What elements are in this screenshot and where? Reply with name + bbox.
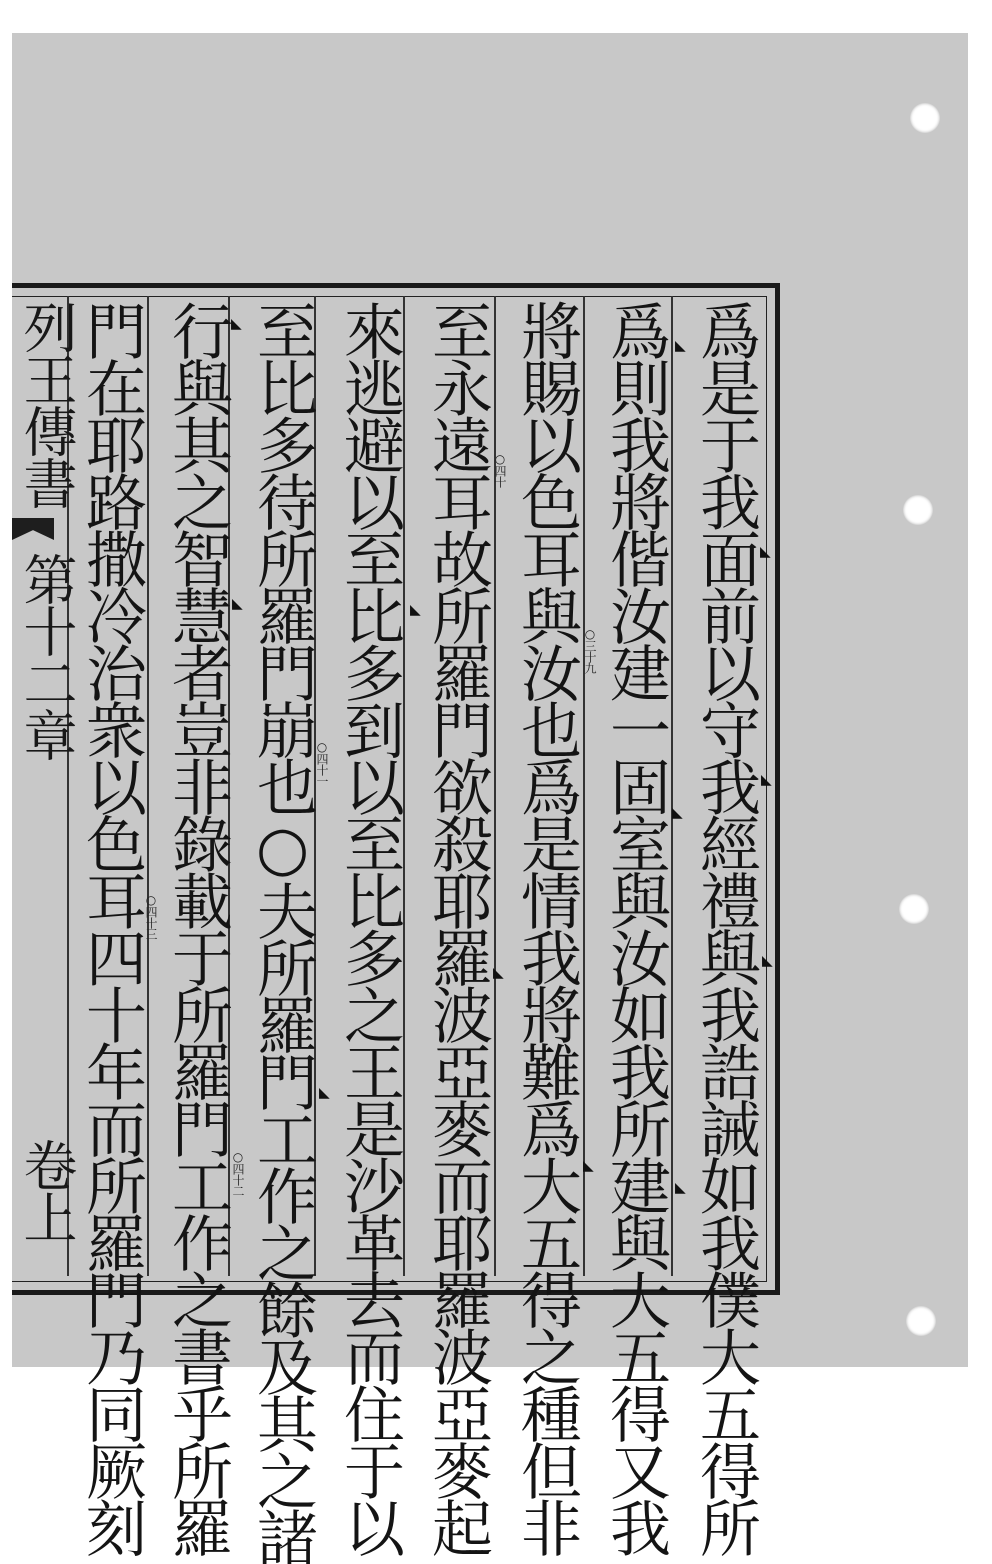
verse-number: ○三十九 bbox=[583, 627, 597, 673]
punctuation-marker: ◣ bbox=[583, 1158, 594, 1174]
punch-hole-4 bbox=[906, 1306, 936, 1336]
text-column-4: 至永遠耳故所羅門欲殺耶羅波亞麥而耶羅波亞麥起 bbox=[422, 300, 493, 1554]
verse-number: ○四十一 bbox=[315, 740, 329, 786]
verse-number: ○四十三 bbox=[144, 893, 158, 939]
text-column-3: 將賜以色耳與汝也爲是情我將難爲大五得之種但非 bbox=[511, 300, 582, 1554]
column-rule bbox=[583, 296, 585, 1276]
punctuation-marker: ◣ bbox=[672, 805, 683, 821]
chapter-label: 第十二章 bbox=[15, 552, 78, 760]
punctuation-marker: ◣ bbox=[675, 338, 686, 354]
punch-hole-3 bbox=[899, 894, 929, 924]
text-column-6: 至比多待所羅門崩也○夫所羅門工作之餘及其之諸 bbox=[247, 300, 318, 1564]
punctuation-marker: ◣ bbox=[762, 953, 773, 969]
book-title: 列王傳書 bbox=[15, 300, 78, 508]
column-rule bbox=[147, 296, 149, 1276]
volume-label: 卷上 bbox=[15, 1138, 78, 1242]
punch-hole-1 bbox=[910, 103, 940, 133]
punctuation-marker: ◣ bbox=[410, 602, 421, 618]
column-rule bbox=[671, 296, 673, 1276]
text-column-5: 來逃避以至比多到以至比多之王是沙革去而住于以 bbox=[334, 300, 405, 1554]
verse-number: ○四十 bbox=[493, 452, 507, 487]
text-column-8: 門在耶路撒冷治衆以色耳四十年而所羅門乃同厥刻 bbox=[76, 300, 147, 1554]
punctuation-marker: ◣ bbox=[761, 772, 772, 788]
punctuation-marker: ◣ bbox=[232, 596, 243, 612]
text-column-1: 爲是于我面前以守我經禮與我誥誡如我僕大五得所 bbox=[690, 300, 761, 1554]
punctuation-marker: ◣ bbox=[493, 965, 504, 981]
punctuation-marker: ◣ bbox=[319, 1085, 330, 1101]
punctuation-marker: ◣ bbox=[231, 316, 242, 332]
punctuation-marker: ◣ bbox=[675, 1180, 686, 1196]
punctuation-marker: ◣ bbox=[760, 544, 771, 560]
column-rule bbox=[494, 296, 496, 1276]
text-column-7: 行與其之智慧者豈非錄載于所羅門工作之書乎所羅 bbox=[162, 300, 233, 1554]
punch-hole-2 bbox=[903, 495, 933, 525]
text-column-2: 爲則我將偕汝建一固室與汝如我所建與大五得又我 bbox=[600, 300, 671, 1554]
verse-number: ○四十二 bbox=[231, 1150, 245, 1196]
